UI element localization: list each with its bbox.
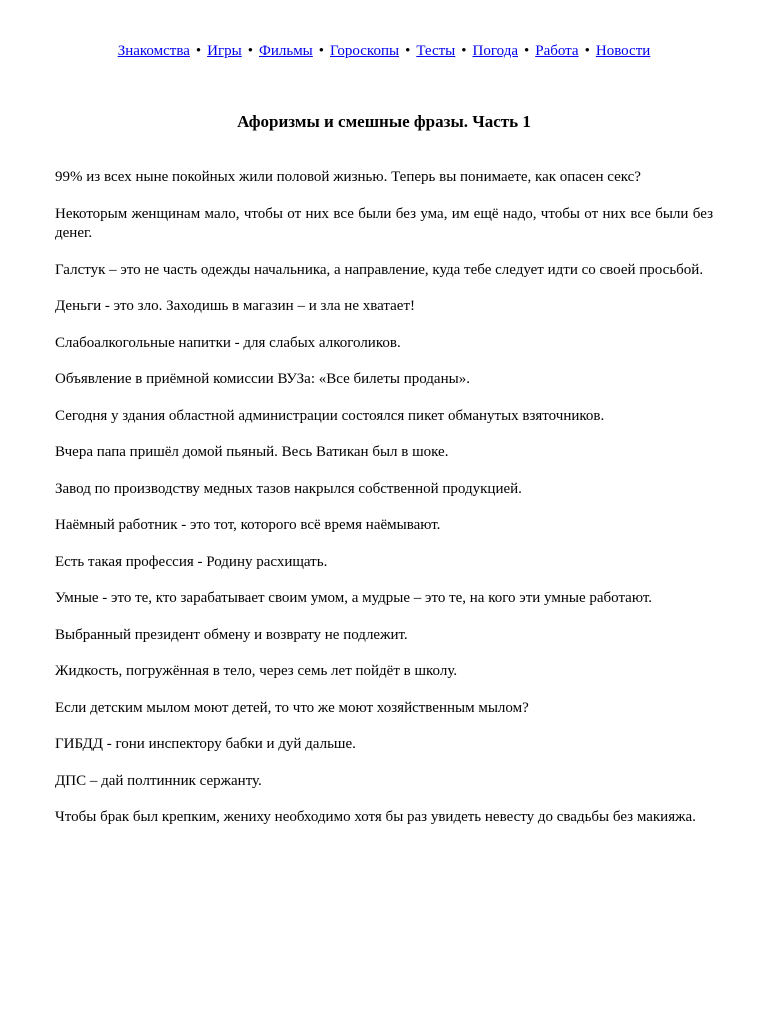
nav-link-horoscopes[interactable]: Гороскопы — [330, 43, 400, 59]
nav-link-news[interactable]: Новости — [595, 43, 651, 59]
aphorism-paragraph: ДПС – дай полтинник сержанту. — [55, 772, 262, 789]
aphorism-paragraph: Сегодня у здания областной администрации состоялся пикет обманутых взяточников. — [55, 407, 605, 424]
aphorism-paragraph: ГИБДД - гони инспектору бабки и дуй дальше. — [55, 736, 356, 752]
nav-separator: • — [584, 43, 590, 59]
aphorisms-list — [55, 168, 713, 845]
aphorism-paragraph: Выбранный президент обмену и возврату не подлежит. — [55, 626, 408, 643]
aphorism-paragraph: Деньги - это зло. Заходишь в магазин – и зла не хватает! — [55, 298, 415, 314]
aphorism-paragraph: Слабоалкогольные напитки - для слабых алкоголиков. — [55, 334, 401, 351]
nav-link-tests[interactable]: Тесты — [416, 43, 456, 59]
nav-link-games[interactable]: Игры — [207, 43, 242, 59]
aphorism-paragraph: Чтобы брак был крепким, жениху необходимо хотя бы раз увидеть невесту до свадьбы без макияжа. — [55, 809, 696, 825]
nav-separator: • — [523, 43, 530, 59]
nav-separator: • — [461, 43, 467, 59]
nav-link-dating[interactable]: Знакомства — [117, 43, 190, 59]
nav-separator: • — [405, 43, 411, 59]
aphorism-paragraph: Наёмный работник - это тот, которого всё время наёмывают. — [55, 517, 441, 533]
nav-separator: • — [195, 43, 202, 59]
aphorism-paragraph: Некоторым женщинам мало, чтобы от них все были без ума, им ещё надо, чтобы от них все были без денег. — [55, 205, 713, 241]
aphorism-paragraph: Умные - это те, кто зарабатывает своим умом, а мудрые – это те, на кого эти умные работают. — [55, 590, 653, 606]
nav-link-weather[interactable]: Погода — [472, 43, 518, 59]
aphorism-paragraph: Жидкость, погружённая в тело, через семь лет пойдёт в школу. — [55, 663, 458, 679]
aphorism-paragraph: Есть такая профессия - Родину расхищать. — [55, 553, 328, 570]
aphorism-paragraph: Завод по производству медных тазов накрылся собственной продукцией. — [55, 480, 522, 497]
page-title: Афоризмы и смешные фразы. Часть 1 — [237, 112, 531, 131]
aphorism-paragraph: Если детским мылом моют детей, то что же моют хозяйственным мылом? — [55, 699, 529, 716]
nav-separator: • — [247, 43, 253, 59]
nav-separator: • — [318, 43, 325, 59]
aphorism-paragraph: Галстук – это не часть одежды начальника, а направление, куда тебе следует идти со своей просьбой. — [55, 261, 704, 278]
aphorism-paragraph: Объявление в приёмной комиссии ВУЗа: «Все билеты проданы». — [55, 371, 470, 387]
aphorism-paragraph: Вчера папа пришёл домой пьяный. Весь Ватикан был в шоке. — [55, 444, 449, 460]
nav-link-films[interactable]: Фильмы — [258, 43, 313, 59]
nav-link-jobs[interactable]: Работа — [535, 43, 579, 59]
top-navigation — [0, 41, 768, 61]
aphorism-paragraph: 99% из всех ныне покойных жили половой жизнью. Теперь вы понимаете, как опасен секс? — [55, 169, 641, 185]
